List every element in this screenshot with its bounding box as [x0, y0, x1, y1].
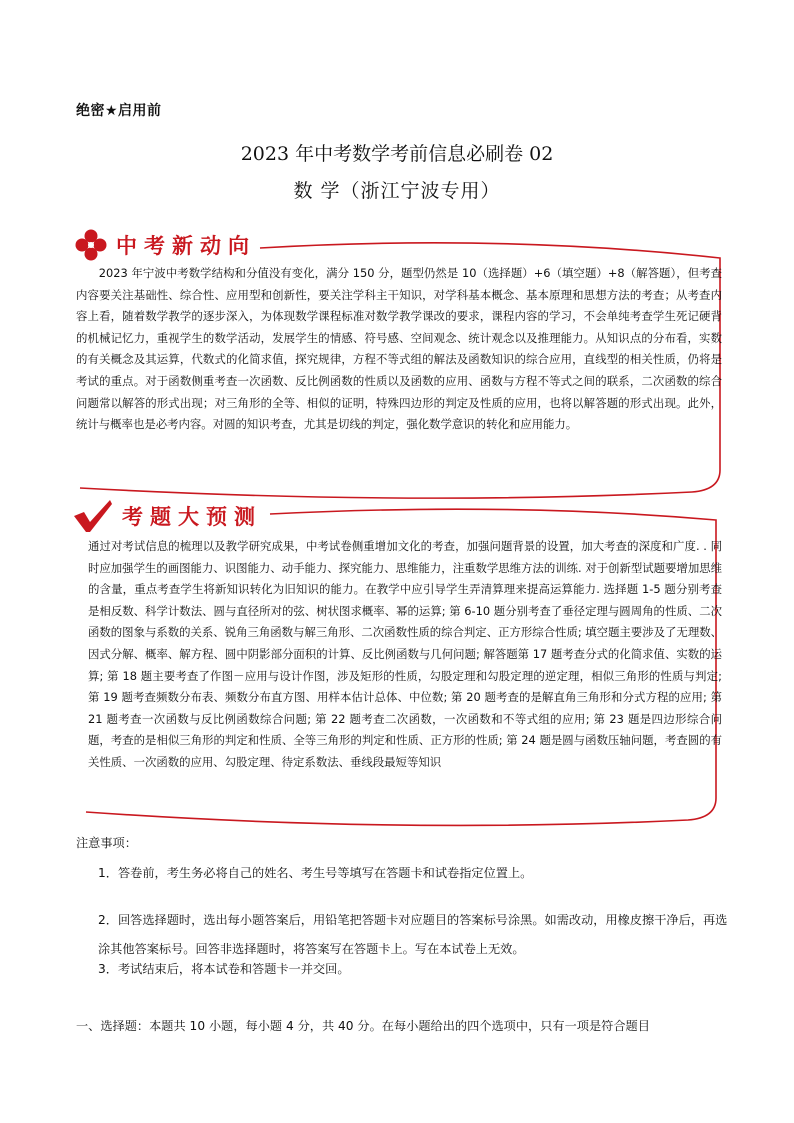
- secret-mark: 绝密★启用前: [76, 103, 162, 119]
- trends-heading: [74, 228, 256, 262]
- trends-label: 中考新动向: [116, 233, 256, 258]
- predict-paragraph: 通过对考试信息的梳理以及教学研究成果，中考试卷侧重增加文化的考查，加强问题背景的设置，加大考查的深度和广度. . 同时应加强学生的画图能力、识图能力、动手能力、探究能力、思维能力，注重数学思维方法的训练. 对于创新型试题要增加思维的含量，重点考查学生将新知识转化为旧知识的能力。在教学中应引导学生弄清算理来提高运算能力. 选择题 1-5 题分别考查是相反数、科学计数法、圆与直径所对的弦、树状图求概率、幂的运算; 第 6-10 题分别考查了垂径定理与圆周角的性质、二次函数的图象与系数的关系、锐角三角函数与解三角形、二次函数性质的综合判定、正方形综合性质; 填空题主要涉及了无理数、因式分解、概率、解方程、圆中阴影部分面积的计算、反比例函数与几何问题; 解答题第 17 题考查分式的化简求值、实数的运算; 第 18 题主要考查了作图－应用与设计作图，涉及矩形的性质，勾股定理和勾股定理的逆定理，相似三角形的性质与判定; 第 19 题考查频数分布表、频数分布直方图、用样本估计总体、中位数; 第 20 题考查的是解直角三角形和分式方程的应用; 第 21 题考查一次函数与反比例函数综合问题; 第 22 题考查二次函数，一次函数和不等式组的应用; 第 23 题是四边形综合问题，考查的是相似三角形的判定和性质、全等三角形的判定和性质、正方形的性质; 第 24 题是圆与函数压轴问题，考查圆的有关性质、一次函数的应用、勾股定理、待定系数法、垂线段最短等知识: [88, 539, 722, 769]
- checkmark-icon: [72, 498, 114, 534]
- trends-paragraph: 2023 年宁波中考数学结构和分值没有变化，满分 150 分，题型仍然是 10（选择题）+6（填空题）+8（解答题），但考查内容要关注基础性、综合性、应用型和创新性，要关注学科主干知识，对学科基本概念、基本原理和思想方法的考查；从考查内容上看，随着数学教学的逐步深入，为体现数学课程标准对数学教学课改的要求，课程内容的学习，不会单纯考查学生死记硬背的机械记忆力，重视学生的数学活动，发展学生的情感、符号感、空间观念、统计观念以及推理能力。从知识点的分布看，实数的有关概念及其运算，代数式的化简求值，探究规律，方程不等式组的解法及函数知识的综合应用，直线型的相关性质，仍将是考试的重点。对于函数侧重考查一次函数、反比例函数的性质以及函数的应用、函数与方程不等式之间的联系，二次函数的综合问题常以解答的形式出现；对三角形的全等、相似的证明，特殊四边形的判定及性质的应用，也将以解答题的形式出现。此外，统计与概率也是必考内容。对圆的知识考查，尤其是切线的判定，强化数学意识的转化和应用能力。: [76, 266, 722, 432]
- section-one-instructions: 一、选择题：本题共 10 小题，每小题 4 分，共 40 分。在每小题给出的四个选项中，只有一项是符合题目: [76, 1019, 650, 1033]
- notice-heading: 注意事项：: [76, 836, 137, 850]
- predict-heading: [72, 498, 262, 534]
- page-subtitle: 数 学（浙江宁波专用）: [293, 180, 501, 202]
- page-title: 2023 年中考数学考前信息必刷卷 02: [240, 143, 554, 165]
- notice-item-3: 3．考试结束后，将本试卷和答题卡一并交回。: [98, 962, 350, 976]
- notice-item-1: 1．答卷前，考生务必将自己的姓名、考生号等填写在答题卡和试卷指定位置上。: [98, 866, 533, 880]
- clover-icon: [74, 228, 108, 262]
- notice-item-2: 2．回答选择题时，选出每小题答案后，用铅笔把答题卡对应题目的答案标号涂黑。如需改动，用橡皮擦干净后，再选涂其他答案标号。回答非选择题时，将答案写在答题卡上。写在本试卷上无效。: [98, 913, 728, 956]
- predict-label: 考题大预测: [122, 504, 262, 529]
